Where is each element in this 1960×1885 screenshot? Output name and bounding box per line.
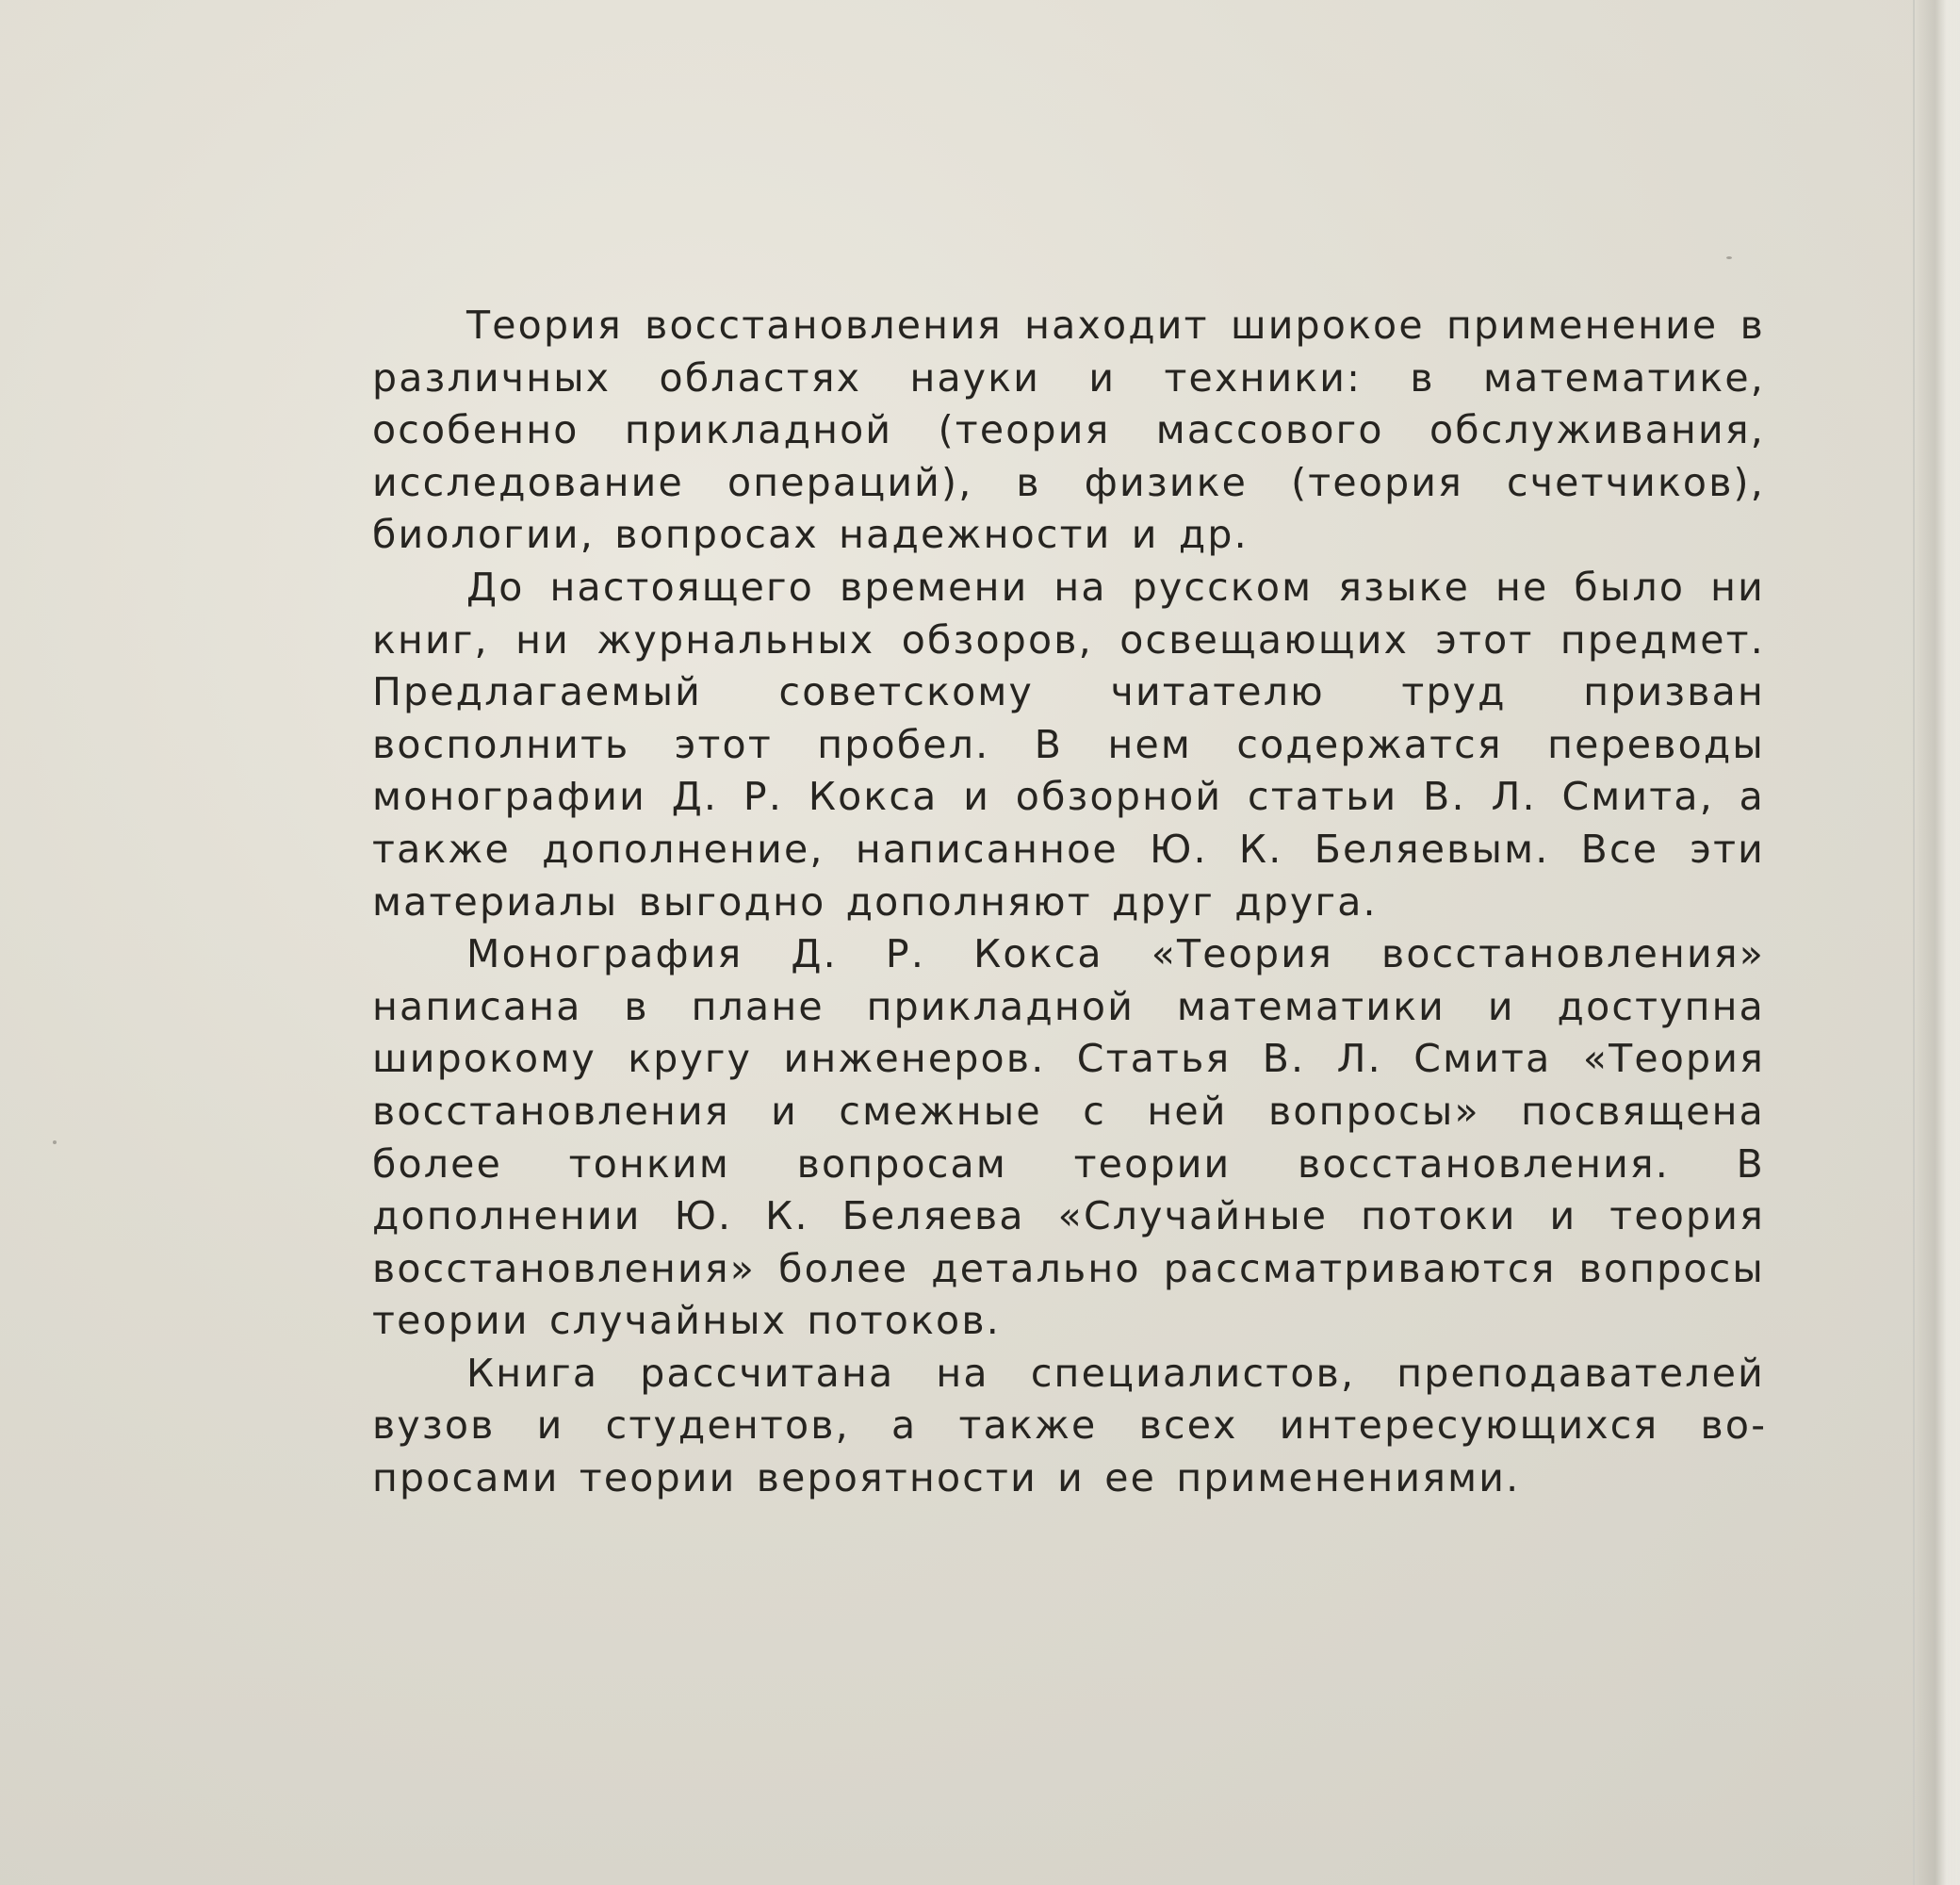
paragraph-2: До настоящего времени на русском языке не было ни книг, ни журнальных обзоров, освещающих этот предмет. Предлагаемый советскому читателю труд призван восполнить этот пробел. В нем содержатся переводы монографии Д. Р. Кокса и обзорной статьи В. Л. Смита, а также дополнение, написанное Ю. К. Беляевым. Все эти материалы выгодно дополняют друг друга. xyxy=(372,564,1765,925)
paragraph-1: Теория восстановления находит широкое применение в различных областях науки и техники: в математике, особенно прикладной (теория массового обслуживания, исследование операций), в физике (теория счетчиков), биологии, вопросах надежности и др. xyxy=(372,303,1765,558)
page-edge xyxy=(1913,0,1960,1885)
annotation-text xyxy=(372,300,1765,1505)
paragraph-3: Монография Д. Р. Кокса «Теория восстановления» написана в плане прикладной математики и доступна широкому кругу инженеров. Статья В. Л. Смита «Теория восстановления и смежные с ней вопросы» посвящена более тонким вопросам теории восстановления. В дополнении Ю. К. Беляева «Случайные потоки и теория восстановления» более детально рассматриваются вопросы теории случайных потоков. xyxy=(372,931,1765,1344)
paper-speck xyxy=(1726,256,1732,259)
paper-speck xyxy=(53,1140,57,1144)
paragraph-4: Книга рассчитана на специалистов, преподавателей вузов и студентов, а также всех интересующихся вопросами теории вероятности и ее применениями. xyxy=(372,1350,1765,1501)
